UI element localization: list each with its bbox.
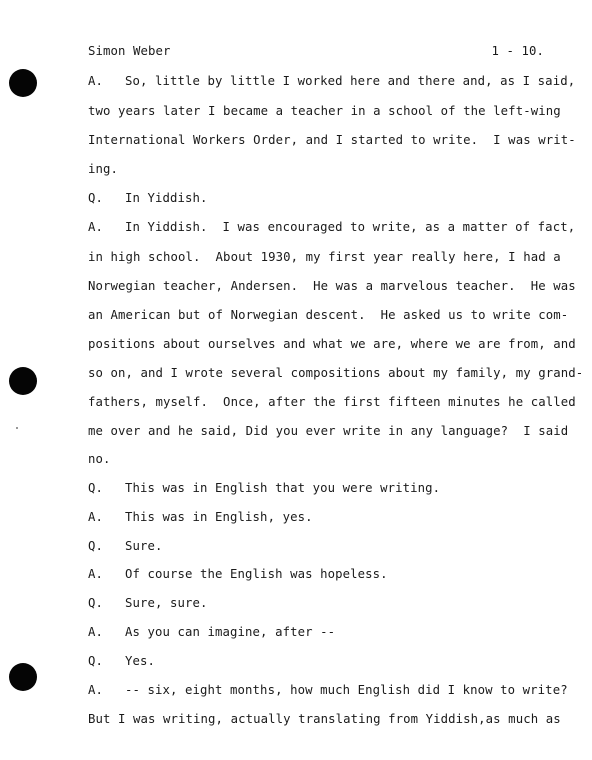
text-line: in high school. About 1930, my first year really here, I had a bbox=[88, 250, 561, 264]
text-line: -- six, eight months, how much English did I know to write? bbox=[125, 683, 568, 697]
speaker-label: A. bbox=[88, 683, 104, 697]
text-line: But I was writing, actually translating from Yiddish,as much as bbox=[88, 712, 561, 726]
text-line: Of course the English was hopeless. bbox=[125, 567, 388, 581]
scan-speck bbox=[16, 427, 18, 429]
text-line: me over and he said, Did you ever write in any language? I said bbox=[88, 424, 569, 438]
text-line: This was in English that you were writing. bbox=[125, 481, 441, 495]
text-line: fathers, myself. Once, after the first fifteen minutes he called bbox=[88, 395, 576, 409]
text-line: So, little by little I worked here and there and, as I said, bbox=[125, 74, 576, 88]
text-line: Sure, sure. bbox=[125, 596, 208, 610]
text-line: no. bbox=[88, 452, 111, 466]
text-line: Sure. bbox=[125, 539, 163, 553]
speaker-label: Q. bbox=[88, 539, 104, 553]
punch-hole-top bbox=[9, 69, 37, 97]
text-line: In Yiddish. bbox=[125, 191, 208, 205]
speaker-label: A. bbox=[88, 220, 104, 234]
text-line: so on, and I wrote several compositions about my family, my grand- bbox=[88, 366, 584, 380]
text-line: International Workers Order, and I started to write. I was writ- bbox=[88, 133, 576, 147]
text-line: As you can imagine, after -- bbox=[125, 625, 336, 639]
text-line: ing. bbox=[88, 162, 119, 176]
speaker-label: Q. bbox=[88, 596, 104, 610]
speaker-label: Q. bbox=[88, 191, 104, 205]
speaker-label: A. bbox=[88, 510, 104, 524]
speaker-label: A. bbox=[88, 567, 104, 581]
speaker-label: Q. bbox=[88, 654, 104, 668]
text-line: Yes. bbox=[125, 654, 156, 668]
text-line: This was in English, yes. bbox=[125, 510, 313, 524]
text-line: two years later I became a teacher in a school of the left-wing bbox=[88, 104, 561, 118]
text-line: positions about ourselves and what we are, where we are from, and bbox=[88, 337, 576, 351]
speaker-label: Q. bbox=[88, 481, 104, 495]
punch-hole-middle bbox=[9, 367, 37, 395]
header-page-number: 1 - 10. bbox=[491, 44, 544, 58]
text-line: Norwegian teacher, Andersen. He was a marvelous teacher. He was bbox=[88, 279, 576, 293]
text-line: an American but of Norwegian descent. He asked us to write com- bbox=[88, 308, 569, 322]
speaker-label: A. bbox=[88, 74, 104, 88]
text-line: In Yiddish. I was encouraged to write, as a matter of fact, bbox=[125, 220, 576, 234]
header-name: Simon Weber bbox=[88, 44, 171, 58]
punch-hole-bottom bbox=[9, 663, 37, 691]
speaker-label: A. bbox=[88, 625, 104, 639]
